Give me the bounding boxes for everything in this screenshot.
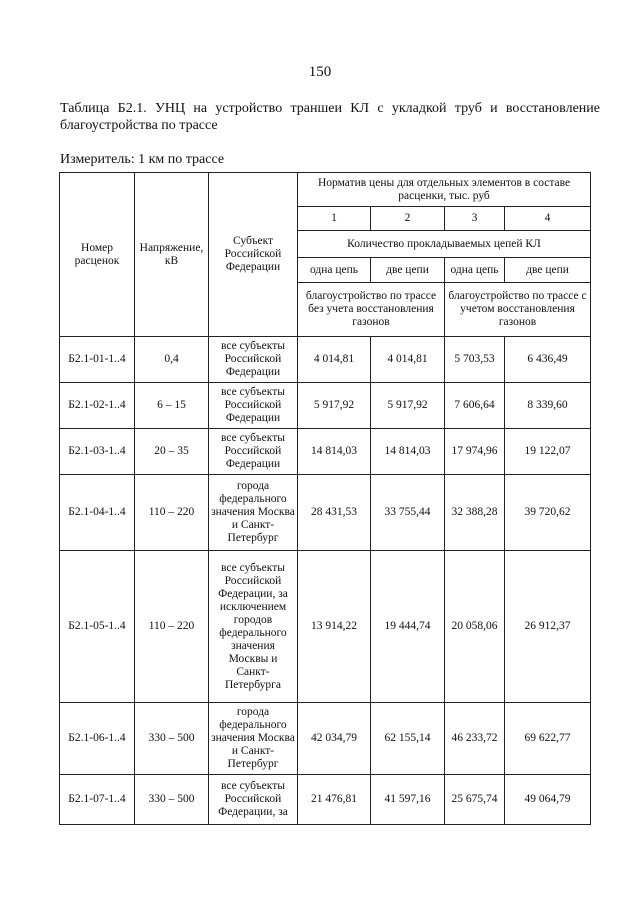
row-value: 14 814,03: [298, 429, 371, 475]
row-voltage: 110 – 220: [135, 475, 209, 551]
row-value: 46 233,72: [445, 703, 505, 775]
header-restore-without: благоустройство по трассе без учета восстановления газонов: [298, 283, 445, 337]
row-subject: все субъекты Российской Федерации, за исключением городов федерального значения Москвы и Санкт-Петербурга: [209, 551, 298, 703]
row-value: 7 606,64: [445, 383, 505, 429]
row-value: 19 444,74: [371, 551, 445, 703]
header-circuit-label: одна цепь: [298, 258, 371, 283]
row-value: 4 014,81: [298, 337, 371, 383]
header-circuit-label: две цепи: [505, 258, 591, 283]
table-row: [60, 551, 591, 703]
header-circuit-label: две цепи: [371, 258, 445, 283]
row-value: 6 436,49: [505, 337, 591, 383]
row-subject: все субъекты Российской Федерации: [209, 337, 298, 383]
header-col-number: 3: [445, 207, 505, 231]
header-subject: Субъект Российской Федерации: [209, 173, 298, 337]
measure-unit: Измеритель: 1 км по трассе: [60, 152, 225, 167]
row-value: 26 912,37: [505, 551, 591, 703]
table-title: Таблица Б2.1. УНЦ на устройство траншеи КЛ с укладкой труб и восстановление благоустройства по трассе: [60, 101, 600, 133]
row-value: 5 917,92: [298, 383, 371, 429]
row-code: Б2.1-04-1..4: [60, 475, 135, 551]
row-subject: все субъекты Российской Федерации: [209, 383, 298, 429]
header-col-number: 4: [505, 207, 591, 231]
row-value: 8 339,60: [505, 383, 591, 429]
header-restore-with: благоустройство по трассе с учетом восстановления газонов: [445, 283, 591, 337]
row-value: 41 597,16: [371, 775, 445, 825]
row-value: 4 014,81: [371, 337, 445, 383]
row-value: 33 755,44: [371, 475, 445, 551]
row-subject: все субъекты Российской Федерации: [209, 429, 298, 475]
header-circuit-label: одна цепь: [445, 258, 505, 283]
table-row: [60, 337, 591, 383]
row-value: 49 064,79: [505, 775, 591, 825]
row-voltage: 110 – 220: [135, 551, 209, 703]
row-value: 5 703,53: [445, 337, 505, 383]
row-value: 62 155,14: [371, 703, 445, 775]
row-value: 28 431,53: [298, 475, 371, 551]
row-value: 69 622,77: [505, 703, 591, 775]
row-value: 13 914,22: [298, 551, 371, 703]
row-value: 32 388,28: [445, 475, 505, 551]
row-value: 39 720,62: [505, 475, 591, 551]
row-voltage: 6 – 15: [135, 383, 209, 429]
row-code: Б2.1-02-1..4: [60, 383, 135, 429]
row-value: 20 058,06: [445, 551, 505, 703]
page-number: 150: [308, 64, 332, 80]
row-code: Б2.1-07-1..4: [60, 775, 135, 825]
row-value: 14 814,03: [371, 429, 445, 475]
header-col-number: 1: [298, 207, 371, 231]
row-value: 21 476,81: [298, 775, 371, 825]
row-code: Б2.1-05-1..4: [60, 551, 135, 703]
row-voltage: 0,4: [135, 337, 209, 383]
header-norm: Норматив цены для отдельных элементов в составе расценки, тыс. руб: [298, 173, 591, 207]
header-code: Номер расценок: [60, 173, 135, 337]
row-value: 19 122,07: [505, 429, 591, 475]
table-row: [60, 703, 591, 775]
row-voltage: 330 – 500: [135, 775, 209, 825]
header-circuits: Количество прокладываемых цепей КЛ: [298, 231, 591, 258]
row-voltage: 20 – 35: [135, 429, 209, 475]
table-row: [60, 775, 591, 825]
header-col-number: 2: [371, 207, 445, 231]
row-value: 5 917,92: [371, 383, 445, 429]
row-subject: города федерального значения Москва и Санкт-Петербург: [209, 475, 298, 551]
price-table: [59, 172, 591, 825]
row-code: Б2.1-01-1..4: [60, 337, 135, 383]
row-subject: все субъекты Российской Федерации, за: [209, 775, 298, 825]
row-code: Б2.1-06-1..4: [60, 703, 135, 775]
row-code: Б2.1-03-1..4: [60, 429, 135, 475]
row-value: 42 034,79: [298, 703, 371, 775]
table-row: [60, 475, 591, 551]
header-voltage: Напряжение, кВ: [135, 173, 209, 337]
row-voltage: 330 – 500: [135, 703, 209, 775]
table-row: [60, 429, 591, 475]
row-subject: города федерального значения Москва и Санкт-Петербург: [209, 703, 298, 775]
row-value: 17 974,96: [445, 429, 505, 475]
row-value: 25 675,74: [445, 775, 505, 825]
table-row: [60, 383, 591, 429]
